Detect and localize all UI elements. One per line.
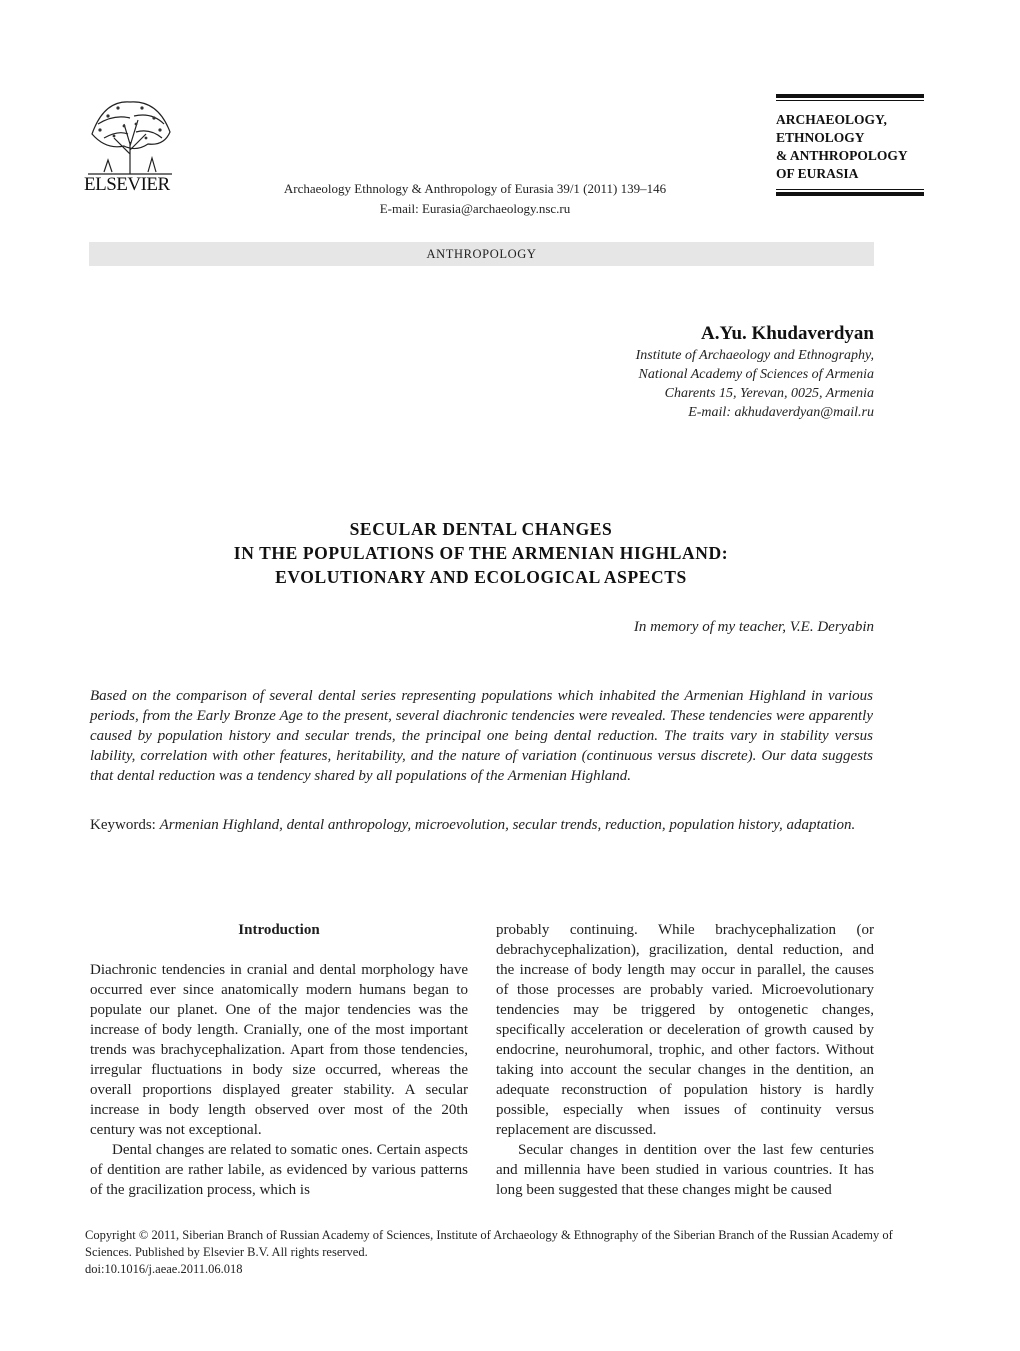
body-column-right [496,920,874,1200]
article-title [100,517,862,589]
body-column-left [90,920,468,1200]
masthead-line: ETHNOLOGY [776,130,865,145]
title-line: SECULAR DENTAL CHANGES [349,519,613,539]
copyright-footer [85,1227,895,1278]
copyright-notice: Copyright © 2011, Siberian Branch of Russian Academy of Sciences, Institute of Archaeology & Ethnography of the Siberian Branch of the Russian Academy of Sciences. Published by Elsevier B.V. All rights reserved. [85,1228,893,1259]
author-email[interactable]: E-mail: akhudaverdyan@mail.ru [688,405,874,420]
journal-citation: Archaeology Ethnology & Anthropology of Eurasia 39/1 (2011) 139–146 [283,181,667,196]
masthead-line: ARCHAEOLOGY, [776,112,887,127]
masthead-bottom-rule [776,192,924,196]
body-paragraph: Secular changes in dentition over the last few centuries and millennia have been studied in various countries. It has long been suggested that these changes might be caused [496,1142,874,1198]
section-label: ANTHROPOLOGY [89,242,874,266]
tree-emblem-icon [84,94,176,176]
body-paragraph: Dental changes are related to somatic ones. Certain aspects of dentition are rather labile, as evidenced by various patterns of the gracilization process, which is [90,1142,468,1198]
abstract: Based on the comparison of several dental series representing populations which inhabited the Armenian Highland in various periods, from the Early Bronze Age to the present, several diachronic tendencies were revealed. These tendencies were apparently caused by population history and secular trends, the principal one being dental reduction. The traits vary in stability versus lability, correlation with other features, heritability, and the nature of variation (continuous versus discrete). Our data suggests that dental reduction was a tendency shared by all populations of the Armenian Highland. [90,688,873,784]
affiliation-line: Institute of Archaeology and Ethnography, [635,348,874,363]
journal-email[interactable]: E-mail: Eurasia@archaeology.nsc.ru [379,201,571,216]
journal-masthead [776,94,924,196]
section-heading-introduction: Introduction [238,922,320,938]
title-line: IN THE POPULATIONS OF THE ARMENIAN HIGHLAND: [233,543,729,563]
body-paragraph: probably continuing. While brachycephalization (or debrachycephalization), gracilization, dental reduction, and the increase of body length may occur in parallel, the causes of those processes are probably varied. Microevolutionary tendencies may be triggered by ontogenetic changes, specifically acceleration or deceleration of growth caused by endocrine, neurohumoral, trophic, and other factors. Without taking into account the secular changes in the dentition, an adequate reconstruction of population history is hardly possible, especially when issues of continuity versus replacement are discussed. [496,922,874,1138]
keywords-values: Armenian Highland, dental anthropology, microevolution, secular trends, reduction, population history, adaptation. [159,817,856,833]
masthead-top-rule [776,94,924,98]
masthead-bottom-thin-rule [776,189,924,190]
body-paragraph: Diachronic tendencies in cranial and dental morphology have occurred ever since anatomically modern humans began to populate our planet. One of the major tendencies was the increase of body length. Cranially, one of the most important trends was brachycephalization. Apart from those tendencies, irregular fluctuations in body size occurred, whereas the overall proportions displayed greater stability. A secular increase in body length observed over most of the 20th century was not exceptional. [90,962,468,1138]
affiliation-line: Charents 15, Yerevan, 0025, Armenia [664,386,874,401]
keywords [90,815,873,835]
elsevier-logo [84,94,176,196]
dedication: In memory of my teacher, V.E. Deryabin [633,619,874,635]
publisher-wordmark: ELSEVIER [84,174,170,195]
title-line: EVOLUTIONARY AND ECOLOGICAL ASPECTS [275,567,687,587]
author-block [454,322,874,422]
keywords-label: Keywords: [90,817,156,833]
doi[interactable]: doi:10.1016/j.aeae.2011.06.018 [85,1262,243,1276]
author-name: A.Yu. Khudaverdyan [701,323,874,344]
masthead-line: & ANTHROPOLOGY [776,148,908,163]
affiliation-line: National Academy of Sciences of Armenia [638,367,874,382]
masthead-line: OF EURASIA [776,166,859,181]
